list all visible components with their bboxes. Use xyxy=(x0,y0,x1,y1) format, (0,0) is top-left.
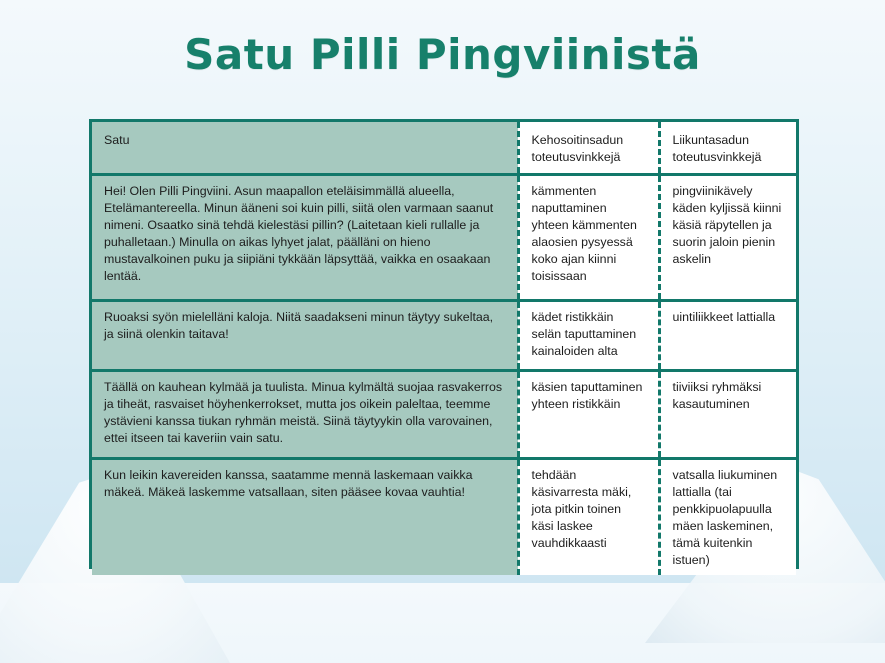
body-percussion-cell: kämmenten naputtaminen yhteen kämmenten alaosien pysyessä koko ajan kiinni toisissaan xyxy=(518,174,659,300)
table-row xyxy=(92,370,796,458)
story-cell: Ruoaksi syön mielelläni kaloja. Niitä saadakseni minun täytyy sukeltaa, ja siinä olenkin taitava! xyxy=(92,300,518,370)
story-cell: Kun leikin kavereiden kanssa, saatamme mennä laskemaan vaikka mäkeä. Mäkeä laskemme vatsallaan, siten pääsee kovaa vauhtia! xyxy=(92,458,518,575)
table-row xyxy=(92,174,796,300)
body-percussion-cell: tehdään käsivarresta mäki, jota pitkin toinen käsi laskee vauhdikkaasti xyxy=(518,458,659,575)
story-cell: Hei! Olen Pilli Pingviini. Asun maapallon eteläisimmällä alueella, Etelämantereella. Minun ääneni soi kuin pilli, siitä olen varmaan saanut nimeni. Osaatko sinä tehdä kielestäsi pillin? (Laitetaan kieli rullalle ja puhalletaan.) Minulla on aikas lyhyet jalat, päälläni on hieno mustavalkoinen puku ja siipiäni tykkään läpsyttää, vaikka en osaakaan lentää. xyxy=(92,174,518,300)
table-row xyxy=(92,300,796,370)
header-body-percussion: Kehosoitinsadun toteutusvinkkejä xyxy=(518,122,659,174)
page-title: Satu Pilli Pingviinistä xyxy=(184,30,701,79)
activity-table xyxy=(89,119,799,569)
movement-cell: tiiviiksi ryhmäksi kasautuminen xyxy=(659,370,796,458)
movement-cell: vatsalla liukuminen lattialla (tai penkkipuolapuulla mäen laskeminen, tämä kuitenkin istuen) xyxy=(659,458,796,575)
header-movement: Liikuntasadun toteutusvinkkejä xyxy=(659,122,796,174)
header-story: Satu xyxy=(92,122,518,174)
body-percussion-cell: kädet ristikkäin selän taputtaminen kainaloiden alta xyxy=(518,300,659,370)
body-percussion-cell: käsien taputtaminen yhteen ristikkäin xyxy=(518,370,659,458)
movement-cell: pingviinikävely käden kyljissä kiinni käsiä räpytellen ja suorin jaloin pienin askelin xyxy=(659,174,796,300)
story-cell: Täällä on kauhean kylmää ja tuulista. Minua kylmältä suojaa rasvakerros ja tiheät, rasvaiset höyhenkerrokset, mutta jos oikein paleltaa, teemme ystävieni kanssa tiukan ryhmän meistä. Siinä täytyykin olla varovainen, ettei itseen tai kaveriin vain satu. xyxy=(92,370,518,458)
movement-cell: uintiliikkeet lattialla xyxy=(659,300,796,370)
table-row xyxy=(92,458,796,575)
table-header-row xyxy=(92,122,796,174)
